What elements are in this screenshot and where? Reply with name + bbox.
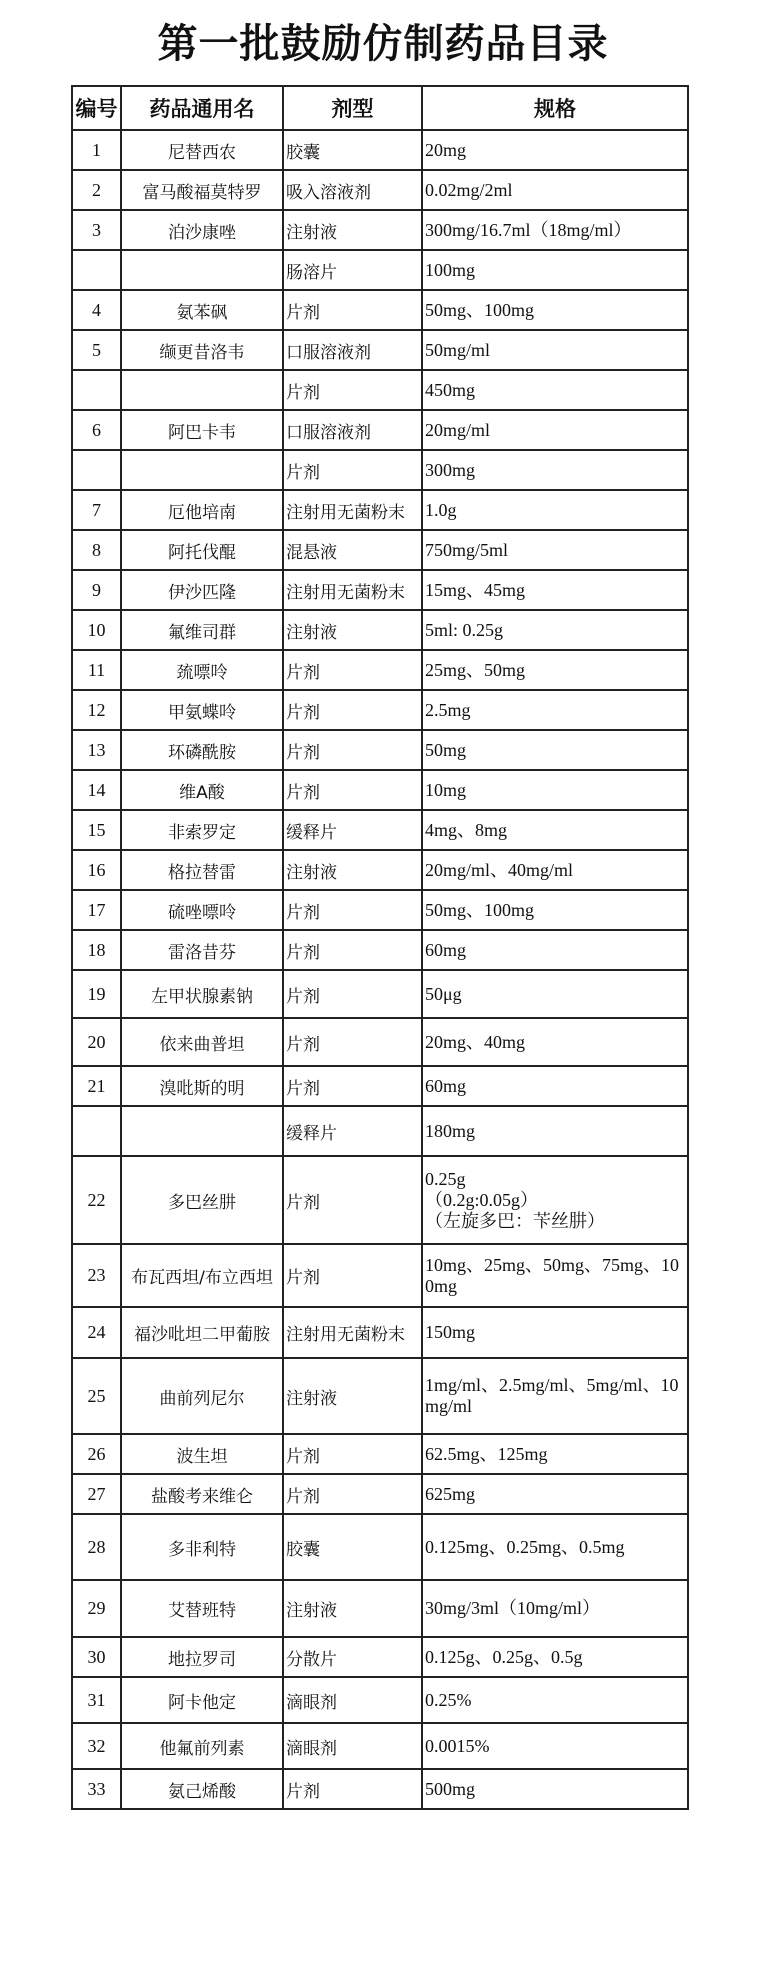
table-row: [72, 330, 688, 370]
cell-number: 33: [72, 1769, 121, 1809]
cell-specification: 180mg: [422, 1106, 688, 1156]
cell-dosage-form: 缓释片: [283, 1106, 422, 1156]
cell-generic-name: 地拉罗司: [121, 1637, 283, 1677]
cell-generic-name: 甲氨蝶呤: [121, 690, 283, 730]
cell-dosage-form: 片剂: [283, 930, 422, 970]
cell-specification: 0.125g、0.25g、0.5g: [422, 1637, 688, 1677]
cell-generic-name: 左甲状腺素钠: [121, 970, 283, 1018]
cell-specification: 50mg、100mg: [422, 890, 688, 930]
header-specification: 规格: [422, 86, 688, 130]
cell-generic-name: 氨己烯酸: [121, 1769, 283, 1809]
cell-number: 4: [72, 290, 121, 330]
cell-dosage-form: 分散片: [283, 1637, 422, 1677]
cell-specification: 1.0g: [422, 490, 688, 530]
cell-specification: 0.125mg、0.25mg、0.5mg: [422, 1514, 688, 1580]
cell-specification: 0.02mg/2ml: [422, 170, 688, 210]
cell-number: [72, 1106, 121, 1156]
cell-specification: 5ml: 0.25g: [422, 610, 688, 650]
table-row: [72, 1066, 688, 1106]
cell-generic-name: 雷洛昔芬: [121, 930, 283, 970]
cell-number: 20: [72, 1018, 121, 1066]
cell-dosage-form: 片剂: [283, 1018, 422, 1066]
cell-specification: 50μg: [422, 970, 688, 1018]
table-row: [72, 810, 688, 850]
cell-specification: 60mg: [422, 1066, 688, 1106]
header-generic-name: 药品通用名: [121, 86, 283, 130]
cell-number: 26: [72, 1434, 121, 1474]
cell-number: 15: [72, 810, 121, 850]
cell-dosage-form: 吸入溶液剂: [283, 170, 422, 210]
cell-specification: 20mg/ml、40mg/ml: [422, 850, 688, 890]
cell-dosage-form: 片剂: [283, 1434, 422, 1474]
cell-number: 3: [72, 210, 121, 250]
table-row: [72, 1637, 688, 1677]
cell-generic-name: 阿卡他定: [121, 1677, 283, 1723]
cell-dosage-form: 滴眼剂: [283, 1677, 422, 1723]
cell-generic-name: [121, 250, 283, 290]
cell-generic-name: 格拉替雷: [121, 850, 283, 890]
cell-dosage-form: 注射用无菌粉末: [283, 570, 422, 610]
cell-generic-name: 盐酸考来维仑: [121, 1474, 283, 1514]
cell-number: 21: [72, 1066, 121, 1106]
table-row: [72, 1514, 688, 1580]
table-row: [72, 450, 688, 490]
table-row: [72, 1018, 688, 1066]
cell-number: 19: [72, 970, 121, 1018]
cell-specification: 50mg、100mg: [422, 290, 688, 330]
cell-generic-name: 硫唑嘌呤: [121, 890, 283, 930]
table-row: [72, 250, 688, 290]
cell-dosage-form: 片剂: [283, 370, 422, 410]
cell-number: 23: [72, 1244, 121, 1307]
table-row: [72, 570, 688, 610]
header-number: 编号: [72, 86, 121, 130]
cell-specification: 750mg/5ml: [422, 530, 688, 570]
cell-number: 30: [72, 1637, 121, 1677]
cell-generic-name: 泊沙康唑: [121, 210, 283, 250]
cell-dosage-form: 片剂: [283, 1156, 422, 1244]
table-row: [72, 290, 688, 330]
table-row: [72, 690, 688, 730]
cell-generic-name: 艾替班特: [121, 1580, 283, 1637]
cell-specification: 300mg: [422, 450, 688, 490]
cell-number: 24: [72, 1307, 121, 1358]
cell-generic-name: 维A酸: [121, 770, 283, 810]
table-row: [72, 850, 688, 890]
cell-number: [72, 370, 121, 410]
cell-generic-name: 尼替西农: [121, 130, 283, 170]
cell-specification: 0.0015%: [422, 1723, 688, 1769]
table-row: [72, 650, 688, 690]
cell-dosage-form: 片剂: [283, 290, 422, 330]
cell-generic-name: 曲前列尼尔: [121, 1358, 283, 1434]
cell-specification: 300mg/16.7ml（18mg/ml）: [422, 210, 688, 250]
cell-specification: 20mg: [422, 130, 688, 170]
cell-dosage-form: 片剂: [283, 650, 422, 690]
cell-number: 7: [72, 490, 121, 530]
cell-specification: 500mg: [422, 1769, 688, 1809]
cell-generic-name: 氟维司群: [121, 610, 283, 650]
cell-generic-name: 福沙吡坦二甲葡胺: [121, 1307, 283, 1358]
table-row: [72, 490, 688, 530]
cell-number: 22: [72, 1156, 121, 1244]
cell-generic-name: 环磷酰胺: [121, 730, 283, 770]
cell-dosage-form: 片剂: [283, 1244, 422, 1307]
cell-specification: 30mg/3ml（10mg/ml）: [422, 1580, 688, 1637]
drug-list-table: [71, 85, 689, 1810]
cell-number: 18: [72, 930, 121, 970]
cell-generic-name: [121, 450, 283, 490]
cell-generic-name: 缬更昔洛韦: [121, 330, 283, 370]
table-row: [72, 1677, 688, 1723]
table-row: [72, 730, 688, 770]
cell-number: 9: [72, 570, 121, 610]
cell-dosage-form: 片剂: [283, 770, 422, 810]
cell-specification: 15mg、45mg: [422, 570, 688, 610]
cell-generic-name: 依来曲普坦: [121, 1018, 283, 1066]
cell-generic-name: 多巴丝肼: [121, 1156, 283, 1244]
table-header-row: [72, 86, 688, 130]
table-row: [72, 610, 688, 650]
cell-specification: 0.25%: [422, 1677, 688, 1723]
cell-dosage-form: 注射液: [283, 1358, 422, 1434]
cell-specification: 10mg、25mg、50mg、75mg、100mg: [422, 1244, 688, 1307]
cell-specification: 625mg: [422, 1474, 688, 1514]
cell-dosage-form: 片剂: [283, 1769, 422, 1809]
cell-number: 27: [72, 1474, 121, 1514]
table-row: [72, 1474, 688, 1514]
cell-dosage-form: 注射液: [283, 1580, 422, 1637]
cell-number: 32: [72, 1723, 121, 1769]
cell-specification: 2.5mg: [422, 690, 688, 730]
cell-dosage-form: 片剂: [283, 970, 422, 1018]
cell-dosage-form: 片剂: [283, 730, 422, 770]
cell-specification: 0.25g （0.2g:0.05g） （左旋多巴：苄丝肼）: [422, 1156, 688, 1244]
table-row: [72, 970, 688, 1018]
cell-number: [72, 250, 121, 290]
table-row: [72, 210, 688, 250]
table-row: [72, 1769, 688, 1809]
cell-dosage-form: 口服溶液剂: [283, 410, 422, 450]
cell-dosage-form: 注射用无菌粉末: [283, 490, 422, 530]
table-row: [72, 1358, 688, 1434]
cell-specification: 150mg: [422, 1307, 688, 1358]
cell-dosage-form: 片剂: [283, 690, 422, 730]
cell-number: 10: [72, 610, 121, 650]
cell-number: 13: [72, 730, 121, 770]
cell-generic-name: 厄他培南: [121, 490, 283, 530]
table-row: [72, 1156, 688, 1244]
cell-dosage-form: 口服溶液剂: [283, 330, 422, 370]
cell-dosage-form: 注射液: [283, 850, 422, 890]
cell-specification: 4mg、8mg: [422, 810, 688, 850]
cell-generic-name: 巯嘌呤: [121, 650, 283, 690]
cell-number: 17: [72, 890, 121, 930]
cell-number: 28: [72, 1514, 121, 1580]
cell-number: 31: [72, 1677, 121, 1723]
cell-number: [72, 450, 121, 490]
table-row: [72, 370, 688, 410]
cell-generic-name: [121, 1106, 283, 1156]
cell-number: 8: [72, 530, 121, 570]
cell-number: 2: [72, 170, 121, 210]
cell-number: 25: [72, 1358, 121, 1434]
table-row: [72, 770, 688, 810]
cell-number: 16: [72, 850, 121, 890]
cell-specification: 62.5mg、125mg: [422, 1434, 688, 1474]
cell-dosage-form: 混悬液: [283, 530, 422, 570]
cell-dosage-form: 片剂: [283, 450, 422, 490]
cell-dosage-form: 滴眼剂: [283, 1723, 422, 1769]
cell-specification: 25mg、50mg: [422, 650, 688, 690]
cell-number: 14: [72, 770, 121, 810]
cell-dosage-form: 注射液: [283, 210, 422, 250]
cell-specification: 1mg/ml、2.5mg/ml、5mg/ml、10mg/ml: [422, 1358, 688, 1434]
cell-specification: 450mg: [422, 370, 688, 410]
cell-number: 5: [72, 330, 121, 370]
cell-generic-name: 非索罗定: [121, 810, 283, 850]
table-row: [72, 530, 688, 570]
table-row: [72, 1434, 688, 1474]
cell-generic-name: 布瓦西坦/布立西坦: [121, 1244, 283, 1307]
cell-dosage-form: 片剂: [283, 890, 422, 930]
cell-specification: 20mg、40mg: [422, 1018, 688, 1066]
table-row: [72, 1307, 688, 1358]
table-row: [72, 410, 688, 450]
cell-generic-name: 阿巴卡韦: [121, 410, 283, 450]
cell-number: 1: [72, 130, 121, 170]
cell-generic-name: 氨苯砜: [121, 290, 283, 330]
header-dosage-form: 剂型: [283, 86, 422, 130]
cell-specification: 100mg: [422, 250, 688, 290]
table-row: [72, 1106, 688, 1156]
cell-generic-name: 阿托伐醌: [121, 530, 283, 570]
cell-generic-name: 他氟前列素: [121, 1723, 283, 1769]
cell-number: 11: [72, 650, 121, 690]
cell-dosage-form: 片剂: [283, 1066, 422, 1106]
table-row: [72, 170, 688, 210]
cell-generic-name: 伊沙匹隆: [121, 570, 283, 610]
cell-dosage-form: 肠溶片: [283, 250, 422, 290]
cell-generic-name: 波生坦: [121, 1434, 283, 1474]
cell-number: 12: [72, 690, 121, 730]
page-title: 第一批鼓励仿制药品目录: [157, 21, 609, 67]
table-row: [72, 930, 688, 970]
cell-specification: 60mg: [422, 930, 688, 970]
cell-dosage-form: 胶囊: [283, 130, 422, 170]
cell-specification: 50mg/ml: [422, 330, 688, 370]
table-row: [72, 1580, 688, 1637]
cell-generic-name: [121, 370, 283, 410]
cell-dosage-form: 注射液: [283, 610, 422, 650]
cell-dosage-form: 缓释片: [283, 810, 422, 850]
table-row: [72, 890, 688, 930]
cell-generic-name: 多非利特: [121, 1514, 283, 1580]
cell-specification: 10mg: [422, 770, 688, 810]
cell-specification: 20mg/ml: [422, 410, 688, 450]
table-row: [72, 1723, 688, 1769]
table-row: [72, 1244, 688, 1307]
cell-dosage-form: 片剂: [283, 1474, 422, 1514]
cell-generic-name: 溴吡斯的明: [121, 1066, 283, 1106]
cell-number: 6: [72, 410, 121, 450]
table-row: [72, 130, 688, 170]
cell-number: 29: [72, 1580, 121, 1637]
cell-dosage-form: 注射用无菌粉末: [283, 1307, 422, 1358]
cell-specification: 50mg: [422, 730, 688, 770]
cell-generic-name: 富马酸福莫特罗: [121, 170, 283, 210]
cell-dosage-form: 胶囊: [283, 1514, 422, 1580]
